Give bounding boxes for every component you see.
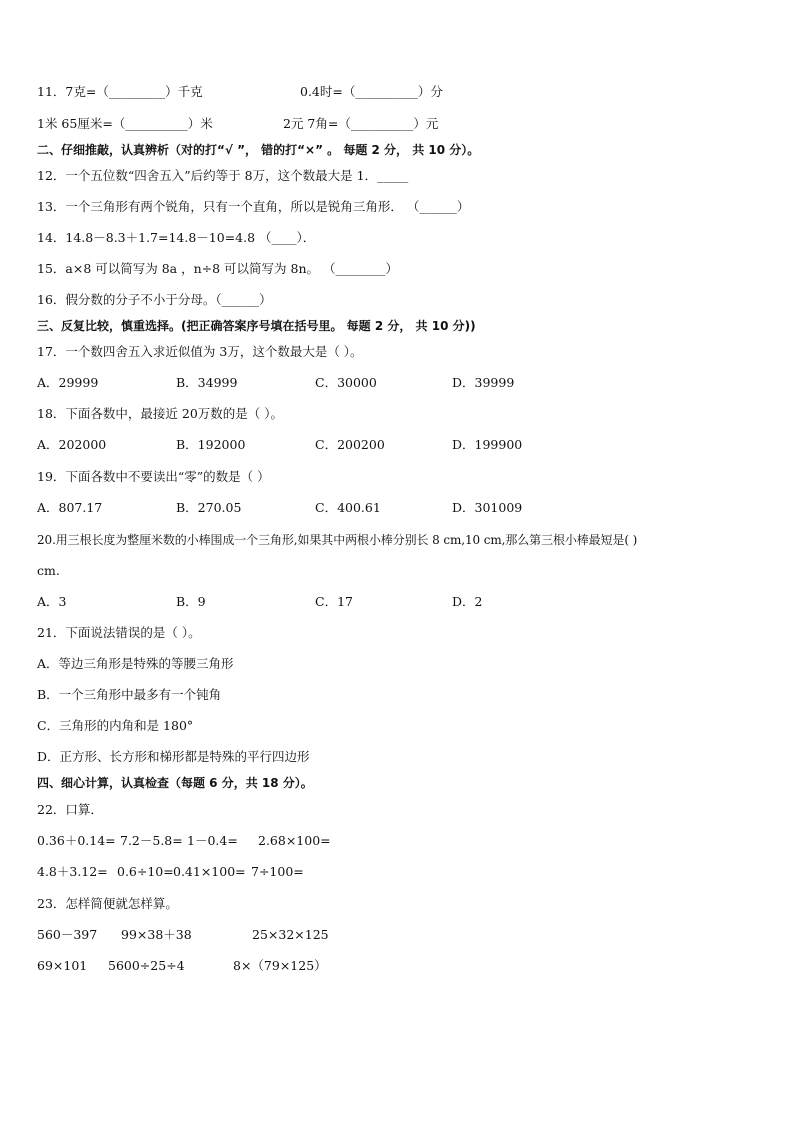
q11-part-a: 11．7克=（_________）千克 [37,84,203,99]
option-c: C．30000 [315,375,377,390]
calc-item: 1－0.4= [187,833,238,848]
question-21-option-c: C．三角形的内角和是 180° [37,718,194,733]
calc-item: 5600÷25÷4 [108,958,185,973]
option-d: D．301009 [452,500,523,515]
calc-item: 2.68×100= [258,833,331,848]
q11-part-c: 1米 65厘米=（__________）米 [37,116,213,131]
question-13: 13．一个三角形有两个锐角，只有一个直角，所以是锐角三角形． （______） [37,199,470,214]
option-d: D．39999 [452,375,515,390]
option-b: B．34999 [176,375,238,390]
option-b: B．192000 [176,437,246,452]
section-2-title: 二、仔细推敲，认真辨析（对的打“√ ”， 错的打“×” 。 每题 2 分， 共 10 分）。 [37,143,480,157]
question-21-stem: 21．下面说法错误的是（ ）。 [37,625,201,640]
calc-item: 8×（79×125） [233,958,327,973]
question-14: 14．14.8－8.3＋1.7=14.8－10=4.8 （____）． [37,230,316,245]
option-c: C．200200 [315,437,385,452]
calc-item: 0.6÷10= [117,864,174,879]
question-21-option-b: B．一个三角形中最多有一个钝角 [37,687,222,702]
section-3-title: 三、反复比较，慎重选择。(把正确答案序号填在括号里。 每题 2 分， 共 10 分)) [37,319,476,333]
question-20-stem-cont: cm. [37,563,60,578]
calc-item: 4.8＋3.12= [37,864,108,879]
question-17-stem: 17．一个数四舍五入求近似值为 3万，这个数最大是（ ）。 [37,344,363,359]
calc-item: 0.36＋0.14= [37,833,116,848]
calc-item: 7.2－5.8= [120,833,183,848]
q11-part-d: 2元 7角=（__________）元 [283,116,439,131]
calc-item: 560－397 [37,927,98,942]
question-18-stem: 18．下面各数中，最接近 20万数的是（ ）。 [37,406,284,421]
question-12: 12．一个五位数“四舍五入”后约等于 8万，这个数最大是 1．_____ [37,168,409,183]
option-a: A．202000 [37,437,107,452]
question-21-option-a: A．等边三角形是特殊的等腰三角形 [37,656,234,671]
option-d: D．199900 [452,437,523,452]
option-a: A．807.17 [37,500,103,515]
calc-item: 0.41×100= [173,864,246,879]
question-21-option-d: D．正方形、长方形和梯形都是特殊的平行四边形 [37,749,310,764]
q11-part-b: 0.4时=（__________）分 [300,84,443,99]
question-16: 16．假分数的分子不小于分母。（______） [37,292,272,307]
option-c: C．17 [315,594,353,609]
option-b: B．9 [176,594,206,609]
calc-item: 7÷100= [251,864,304,879]
question-15: 15．a×8 可以简写为 8a ，n÷8 可以简写为 8n。 （________） [37,261,399,276]
question-20-stem: 20.用三根长度为整厘米数的小棒围成一个三角形,如果其中两根小棒分别长 8 cm,10 cm,那么第三根小棒最短是( ) [37,533,638,547]
calc-item: 99×38＋38 [121,927,192,942]
option-c: C．400.61 [315,500,381,515]
question-19-stem: 19．下面各数中不要读出“零”的数是（ ） [37,469,270,484]
option-a: A．3 [37,594,67,609]
calc-item: 25×32×125 [252,927,329,942]
section-4-title: 四、细心计算，认真检查（每题 6 分，共 18 分）。 [37,776,313,790]
option-d: D．2 [452,594,483,609]
calc-item: 69×101 [37,958,88,973]
question-23-stem: 23．怎样简便就怎样算。 [37,896,178,911]
option-a: A．29999 [37,375,99,390]
option-b: B．270.05 [176,500,242,515]
question-22-stem: 22．口算． [37,802,103,817]
